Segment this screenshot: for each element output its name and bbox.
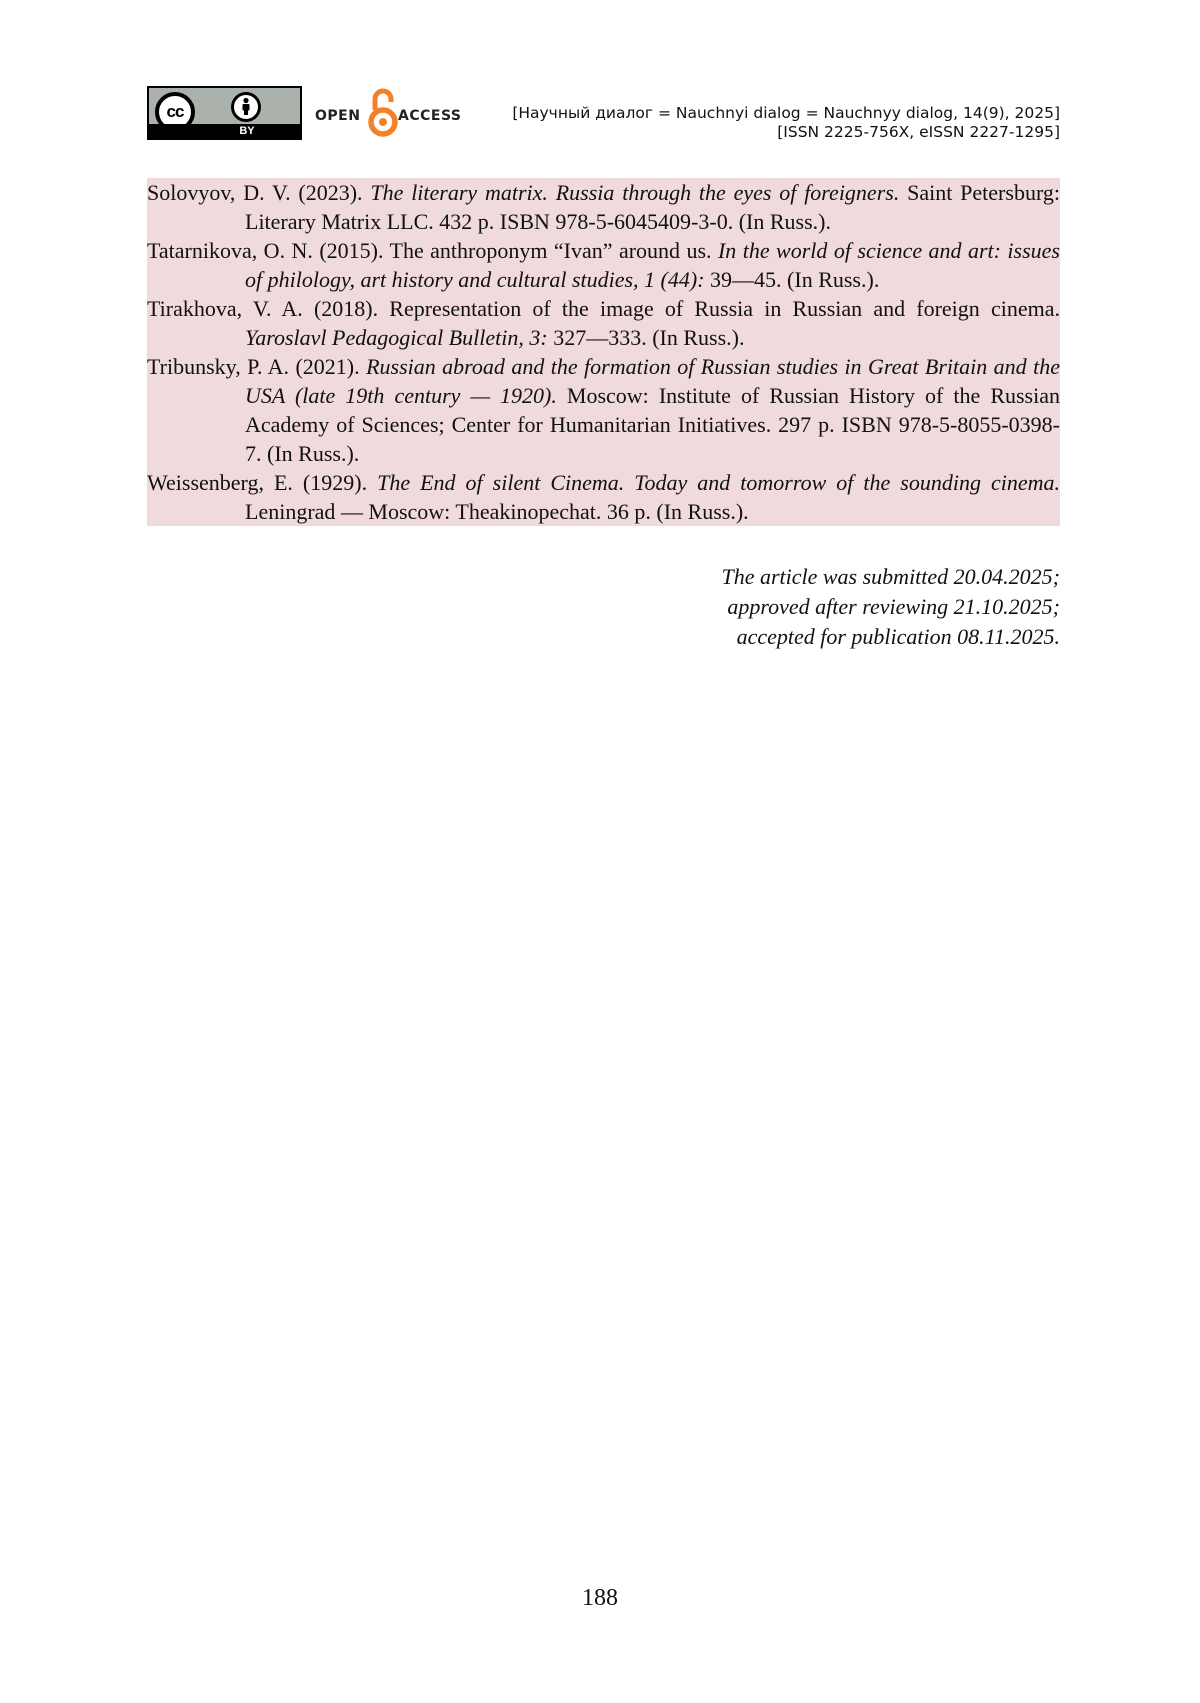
reference-details: 327—333. (In Russ.). bbox=[547, 325, 745, 350]
reference-details: Leningrad — Moscow: Theakinopechat. 36 p. (In Russ.). bbox=[245, 499, 749, 524]
reference-title: Russian abroad and the formation of Russian studies in Great Britain and the USA (late 19th century — 1920). bbox=[245, 354, 1060, 408]
attribution-person-icon bbox=[231, 92, 261, 122]
by-text: BY bbox=[239, 125, 255, 137]
reference-authors-year: Tribunsky, P. A. (2021). bbox=[147, 354, 367, 379]
reference-entry bbox=[147, 236, 1060, 294]
reference-entry bbox=[147, 294, 1060, 352]
issn-line: [ISSN 2225-756X, eISSN 2227-1295] bbox=[777, 123, 1060, 141]
article-dates bbox=[721, 562, 1060, 652]
reference-details: Moscow: Institute of Russian History of the Russian Academy of Sciences; Center for Humanitarian Initiatives. 297 p. ISBN 978-5-8055-0398-7. (In Russ.). bbox=[245, 383, 1060, 466]
reference-authors-year: Tatarnikova, O. N. (2015). The anthroponym “Ivan” around us. bbox=[147, 238, 718, 263]
reference-list bbox=[147, 178, 1060, 526]
journal-citation-header bbox=[512, 104, 1060, 142]
reference-authors-year: Weissenberg, E. (1929). bbox=[147, 470, 378, 495]
cc-by-license-badge bbox=[147, 86, 302, 140]
approved-date: approved after reviewing 21.10.2025; bbox=[727, 594, 1060, 619]
submitted-date: The article was submitted 20.04.2025; bbox=[721, 564, 1060, 589]
reference-details: 39—45. (In Russ.). bbox=[704, 267, 880, 292]
reference-authors-year: Tirakhova, V. A. (2018). Representation of the image of Russia in Russian and foreign cinema. bbox=[147, 296, 1060, 321]
reference-entry bbox=[147, 178, 1060, 236]
reference-entry bbox=[147, 468, 1060, 526]
open-text: OPEN bbox=[315, 108, 361, 124]
reference-entry bbox=[147, 352, 1060, 468]
open-access-logo bbox=[315, 86, 465, 140]
journal-line: [Научный диалог = Nauchnyi dialog = Nauchnyy dialog, 14(9), 2025] bbox=[512, 104, 1060, 122]
license-bar bbox=[149, 124, 300, 138]
reference-title: In the world of science and art: issues of philology, art history and cultural studies, 1 (44): bbox=[245, 238, 1060, 292]
open-access-lock-icon bbox=[365, 86, 401, 138]
page-number: 188 bbox=[582, 1585, 618, 1611]
reference-authors-year: Solovyov, D. V. (2023). bbox=[147, 180, 371, 205]
accepted-date: accepted for publication 08.11.2025. bbox=[736, 624, 1060, 649]
reference-title: Yaroslavl Pedagogical Bulletin, 3: bbox=[245, 325, 548, 350]
reference-title: The End of silent Cinema. Today and tomorrow of the sounding cinema. bbox=[377, 470, 1060, 495]
cc-text: cc bbox=[166, 102, 184, 121]
page-header bbox=[147, 86, 1060, 142]
reference-title: The literary matrix. Russia through the eyes of foreigners. bbox=[370, 180, 900, 205]
reference-details: Saint Petersburg: Literary Matrix LLC. 432 p. ISBN 978-5-6045409-3-0. (In Russ.). bbox=[245, 180, 1060, 234]
access-text: ACCESS bbox=[398, 108, 462, 124]
